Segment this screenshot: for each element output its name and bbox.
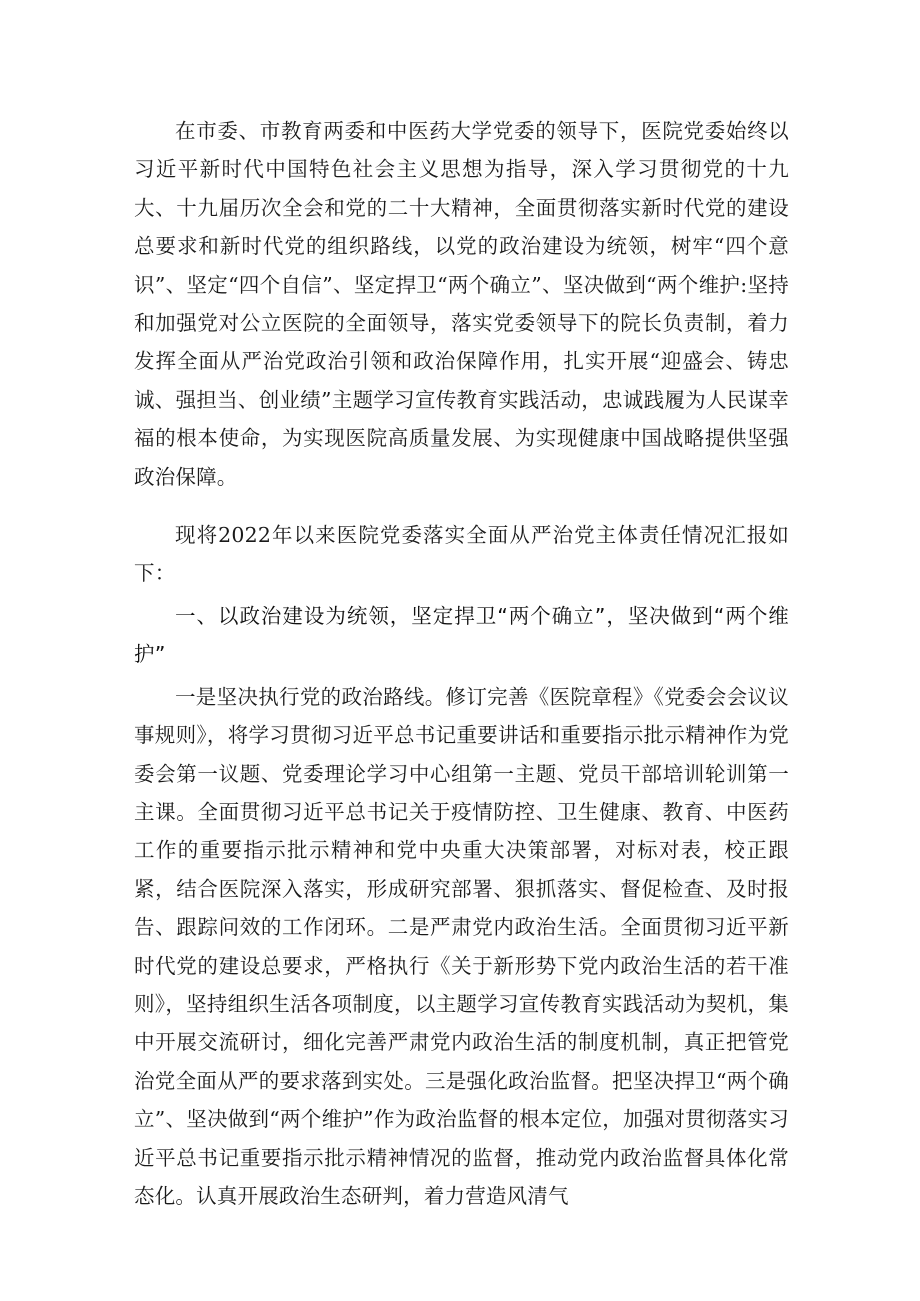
section-heading-1: 一、以政治建设为统领，坚定捍卫“两个确立”，坚决做到“两个维护” [134, 603, 789, 667]
document-body [134, 112, 789, 1215]
section-1-paragraph: 一是坚决执行党的政治路线。修订完善《医院章程》《党委会会议议事规则》，将学习贯彻习近平总书记重要讲话和重要指示批示精神作为党委会第一议题、党委理论学习中心组第一主题、党员干部培训轮训第一主课。全面贯彻习近平总书记关于疫情防控、卫生健康、教育、中医药工作的重要指示批示精神和党中央重大决策部署，对标对表，校正跟紧，结合医院深入落实，形成研究部署、狠抓落实、督促检查、及时报告、跟踪问效的工作闭环。二是严肃党内政治生活。全面贯彻习近平新时代党的建设总要求，严格执行《关于新形势下党内政治生活的若干准则》，坚持组织生活各项制度，以主题学习宣传教育实践活动为契机，集中开展交流研讨，细化完善严肃党内政治生活的制度机制，真正把管党治党全面从严的要求落到实处。三是强化政治监督。把坚决捍卫“两个确立”、坚决做到“两个维护”作为政治监督的根本定位，加强对贯彻落实习近平总书记重要指示批示精神情况的监督，推动党内政治监督具体化常态化。认真开展政治生态研判，着力营造风清气 [134, 684, 789, 1208]
intro-paragraph: 在市委、市教育两委和中医药大学党委的领导下，医院党委始终以习近平新时代中国特色社会主义思想为指导，深入学习贯彻党的十九大、十九届历次全会和党的二十大精神，全面贯彻落实新时代党的建设总要求和新时代党的组织路线，以党的政治建设为统领，树牢“四个意识”、坚定“四个自信”、坚定捍卫“两个确立”、坚决做到“两个维护:坚持和加强党对公立医院的全面领导，落实党委领导下的院长负责制，着力发挥全面从严治党政治引领和政治保障作用，扎实开展“迎盛会、铸忠诚、强担当、创业绩”主题学习宣传教育实践活动，忠诚践履为人民谋幸福的根本使命，为实现医院高质量发展、为实现健康中国战略提供坚强政治保障。 [134, 119, 789, 489]
report-intro-paragraph: 现将2022年以来医院党委落实全面从严治党主体责任情况汇报如下： [134, 523, 789, 586]
